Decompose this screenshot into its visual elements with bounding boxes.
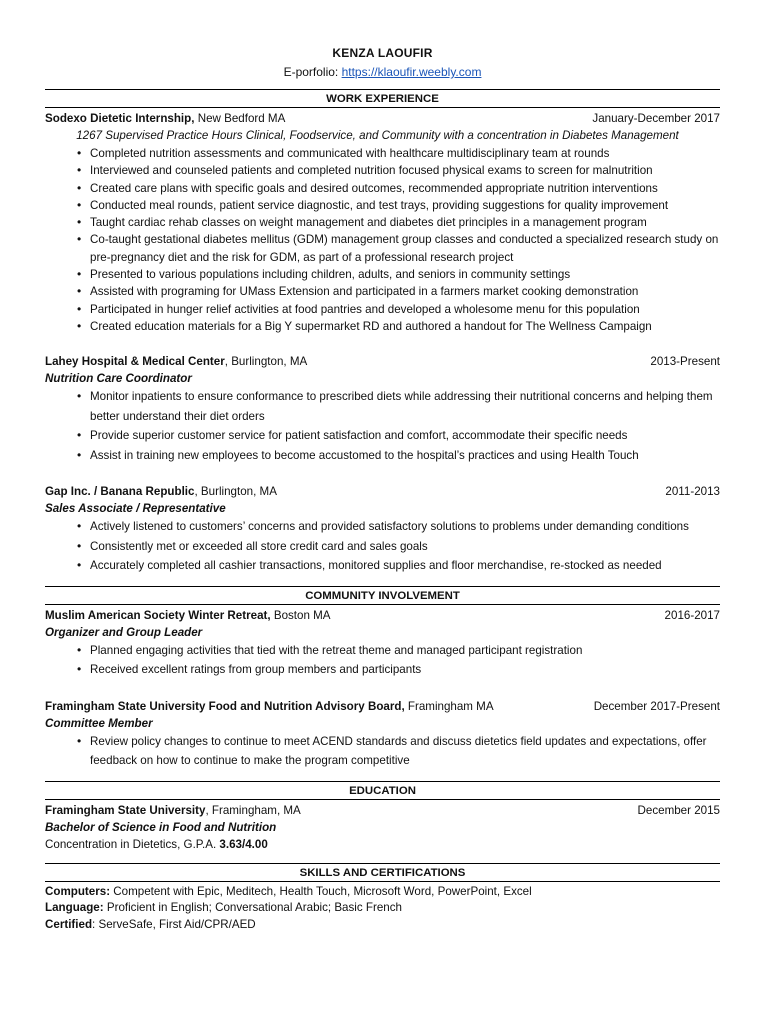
dates: 2013-Present: [650, 355, 720, 369]
skills-language: Language: Proficient in English; Conversational Arabic; Basic French: [45, 901, 402, 915]
list-item: • Assisted with programing for UMass Extension and participated in a farmers market cooking demonstration: [90, 283, 720, 300]
bullet-list: [90, 387, 720, 465]
job-title: Committee Member: [45, 716, 153, 730]
location: , Burlington, MA: [194, 485, 277, 499]
location: New Bedford MA: [194, 112, 286, 125]
list-item: • Accurately completed all cashier transactions, monitored supplies and floor merchandise, re-stocked as needed: [90, 556, 720, 576]
job-title: Organizer and Group Leader: [45, 625, 203, 639]
education-entry: [45, 802, 720, 853]
school-name: Framingham State University: [45, 803, 206, 817]
location: , Framingham, MA: [205, 803, 301, 817]
bullet-list: [90, 145, 720, 335]
concentration: Concentration in Dietetics, G.P.A.: [45, 837, 220, 851]
list-item: • Conducted meal rounds, patient service diagnostic, and test trays, providing suggestions for quality improvement: [90, 197, 720, 214]
job-title: Nutrition Care Coordinator: [45, 372, 192, 386]
bullet-list: [90, 732, 720, 771]
organization: Sodexo Dietetic Internship,: [45, 112, 195, 125]
skills-certified: Certified: ServeSafe, First Aid/CPR/AED: [45, 917, 256, 931]
list-item: • Created education materials for a Big Y supermarket RD and authored a handout for The Wellness Campaign: [90, 318, 720, 335]
list-item: • Taught cardiac rehab classes on weight management and diabetes diet principles in a management program: [90, 214, 720, 231]
list-item: • Planned engaging activities that tied with the retreat theme and managed participant registration: [90, 641, 720, 661]
list-item: • Consistently met or exceeded all store credit card and sales goals: [90, 537, 720, 557]
skills-computers: Computers: Competent with Epic, Meditech, Health Touch, Microsoft Word, PowerPoint, Excel: [45, 884, 532, 898]
entry-header: [45, 698, 720, 715]
location: Boston MA: [270, 608, 331, 622]
community-entry-mas: [45, 607, 720, 680]
job-title: Sales Associate / Representative: [45, 502, 226, 516]
portfolio-link[interactable]: https://klaoufir.weebly.com: [341, 65, 482, 79]
list-item: • Created care plans with specific goals and desired outcomes, recommended appropriate nutrition interventions: [90, 180, 720, 197]
concentration-line: [45, 836, 720, 853]
section-heading-education: EDUCATION: [45, 781, 720, 800]
list-item: • Received excellent ratings from group members and participants: [90, 660, 720, 680]
list-item: • Actively listened to customers’ concerns and provided satisfactory solutions to problems under demanding conditions: [90, 517, 720, 537]
organization: Gap Inc. / Banana Republic: [45, 485, 195, 499]
list-item: • Co-taught gestational diabetes mellitus (GDM) management group classes and conducted a specialized research study on pre-pregnancy diet and the risk for GDM, as part of a professional research project: [90, 231, 720, 266]
entry-header: [45, 110, 720, 127]
dates: December 2015: [637, 803, 720, 817]
portfolio-line: [45, 65, 720, 79]
dates: December 2017-Present: [593, 699, 720, 713]
resume-header: [45, 0, 720, 79]
entry-header: [45, 607, 720, 624]
bullet-list: [90, 641, 720, 680]
list-item: • Assist in training new employees to become accustomed to the hospital’s practices and using Health Touch: [90, 446, 720, 466]
list-item: • Provide superior customer service for patient satisfaction and comfort, accommodate their specific needs: [90, 426, 720, 446]
section-heading-community: COMMUNITY INVOLVEMENT: [45, 586, 720, 605]
location: Framingham MA: [404, 699, 494, 713]
location: , Burlington, MA: [224, 355, 308, 369]
entry-header: [45, 483, 720, 500]
skills-block: [45, 884, 720, 934]
list-item: • Review policy changes to continue to meet ACEND standards and discuss dietetics field updates and expectations, offer feedback on how to continue to make the program competitive: [90, 732, 720, 771]
organization: Muslim American Society Winter Retreat,: [45, 608, 271, 622]
portfolio-label: E-porfolio:: [283, 65, 342, 79]
candidate-name: KENZA LAOUFIR: [332, 46, 433, 60]
gpa: 3.63/4.00: [219, 837, 268, 851]
work-entry-sodexo: [45, 110, 720, 335]
degree: Bachelor of Science in Food and Nutrition: [45, 820, 277, 834]
dates: January-December 2017: [592, 112, 720, 125]
dates: 2011-2013: [665, 485, 720, 499]
section-heading-skills: SKILLS AND CERTIFICATIONS: [45, 863, 720, 882]
entry-header: [45, 353, 720, 370]
community-entry-fsu-board: [45, 698, 720, 771]
section-heading-work: WORK EXPERIENCE: [45, 89, 720, 108]
list-item: • Completed nutrition assessments and communicated with healthcare multidisciplinary team at rounds: [90, 145, 720, 162]
bullet-list: [90, 517, 720, 576]
organization: Lahey Hospital & Medical Center: [45, 355, 225, 369]
dates: 2016-2017: [664, 608, 720, 622]
entry-description: 1267 Supervised Practice Hours Clinical, Foodservice, and Community with a concentration in Diabetes Management: [76, 129, 679, 142]
work-entry-lahey: [45, 353, 720, 465]
list-item: • Monitor inpatients to ensure conformance to prescribed diets while addressing their nutritional concerns and helping them better understand their diet orders: [90, 387, 720, 426]
list-item: • Participated in hunger relief activities at food pantries and developed a wholesome menu for this population: [90, 301, 720, 318]
work-entry-gap: [45, 483, 720, 576]
organization: Framingham State University Food and Nutrition Advisory Board,: [45, 699, 405, 713]
list-item: • Interviewed and counseled patients and completed nutrition focused physical exams to screen for malnutrition: [90, 162, 720, 179]
list-item: • Presented to various populations including children, adults, and seniors in community settings: [90, 266, 720, 283]
entry-header: [45, 802, 720, 819]
